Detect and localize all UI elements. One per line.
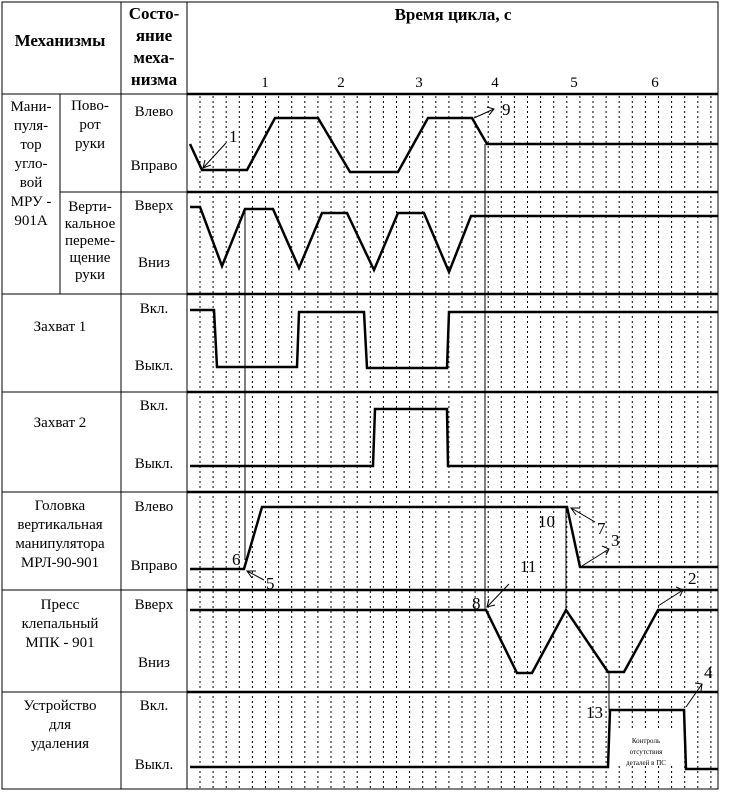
trace-gripper1 [190, 310, 718, 368]
state-down-press: Вниз [138, 655, 170, 671]
manipulator-name-5: вой [19, 175, 43, 191]
control-note-1: Контроль [631, 737, 661, 745]
state-off-removal: Выкл. [134, 757, 174, 773]
manipulator-name-3: тор [20, 137, 42, 153]
manipulator-name-1: Мани- [10, 99, 52, 115]
note-8: 8 [472, 594, 481, 613]
note-5: 5 [266, 574, 275, 593]
rotation-name-3: руки [74, 136, 106, 152]
second-ticks [261, 75, 659, 91]
note-6: 6 [232, 550, 241, 569]
state-up-1: Вверх [134, 198, 174, 214]
second-label-5: 5 [570, 75, 578, 91]
note-4: 4 [704, 663, 713, 682]
note-2: 2 [688, 569, 697, 588]
control-note [612, 730, 682, 767]
note-7: 7 [597, 519, 606, 538]
annotation-arrows [203, 107, 702, 707]
note-3: 3 [611, 531, 620, 550]
manipulator-name-2: пуля- [13, 118, 49, 134]
trace-arm-vertical [190, 207, 718, 272]
time-grid [200, 96, 711, 788]
manipulator-name-6: МРУ - [10, 194, 52, 210]
vertical-move-name-4: щение [69, 250, 111, 266]
note-11: 11 [520, 557, 537, 576]
press-name-2: клепальный [21, 616, 99, 632]
state-down-1: Вниз [138, 255, 170, 271]
head-name-3: манипулятора [15, 536, 105, 552]
state-on-gripper1: Вкл. [139, 301, 169, 317]
head-name-4: МРЛ-90-901 [20, 555, 100, 571]
trace-gripper2 [190, 409, 718, 466]
state-left-head: Влево [134, 499, 174, 515]
state-right-head: Вправо [130, 558, 178, 574]
second-label-1: 1 [261, 75, 269, 91]
press-name-3: МПК - 901 [25, 635, 95, 651]
state-header-1: Состо- [128, 4, 180, 23]
state-off-gripper2: Выкл. [134, 456, 174, 472]
state-on-removal: Вкл. [139, 698, 169, 714]
state-left-1: Влево [134, 104, 174, 120]
vertical-move-name-1: Верти- [68, 199, 112, 215]
vertical-move-name-5: руки [74, 267, 106, 283]
state-on-gripper2: Вкл. [139, 398, 169, 414]
removal-name-2: для [48, 717, 72, 733]
removal-name-1: Устройство [23, 698, 97, 714]
second-label-2: 2 [337, 75, 345, 91]
cycle-time-header: Время цикла, с [394, 5, 512, 24]
sync-links [245, 144, 609, 712]
second-label-4: 4 [491, 75, 499, 91]
vertical-move-name-2: кальное [64, 216, 116, 232]
signal-traces [190, 118, 718, 769]
gripper2-name: Захват 2 [33, 415, 87, 431]
trace-head [190, 507, 718, 569]
annotation-numbers [229, 100, 713, 722]
control-note-3: деталей в ПС [626, 759, 666, 767]
rotation-name-2: рот [79, 117, 101, 133]
state-header-3: меха- [133, 48, 175, 67]
state-header-4: низма [130, 70, 178, 89]
note-1: 1 [229, 127, 238, 146]
control-note-2: отсутствия [629, 748, 663, 756]
second-label-6: 6 [651, 75, 659, 91]
state-header-2: яние [135, 26, 173, 45]
state-up-press: Вверх [134, 597, 174, 613]
manipulator-name-7: 901А [14, 213, 48, 229]
mechanisms-header: Механизмы [14, 31, 106, 50]
note-9: 9 [502, 100, 511, 119]
rotation-name-1: Пово- [71, 98, 109, 114]
head-name-1: Головка [34, 498, 86, 514]
manipulator-name-4: угло- [14, 156, 48, 172]
mechanism-names [10, 98, 115, 752]
state-labels [131, 104, 178, 773]
press-name-1: Пресс [40, 597, 80, 613]
state-off-gripper1: Выкл. [134, 358, 174, 374]
second-label-3: 3 [415, 75, 423, 91]
note-10: 10 [538, 512, 555, 531]
vertical-move-name-3: переме- [65, 233, 115, 249]
note-13: 13 [586, 703, 603, 722]
state-right-1: Вправо [130, 158, 178, 174]
trace-press [190, 610, 718, 673]
trace-arm-rotation [190, 118, 718, 172]
head-name-2: вертикальная [17, 517, 103, 533]
removal-name-3: удаления [30, 736, 90, 752]
gripper1-name: Захват 1 [33, 319, 87, 335]
